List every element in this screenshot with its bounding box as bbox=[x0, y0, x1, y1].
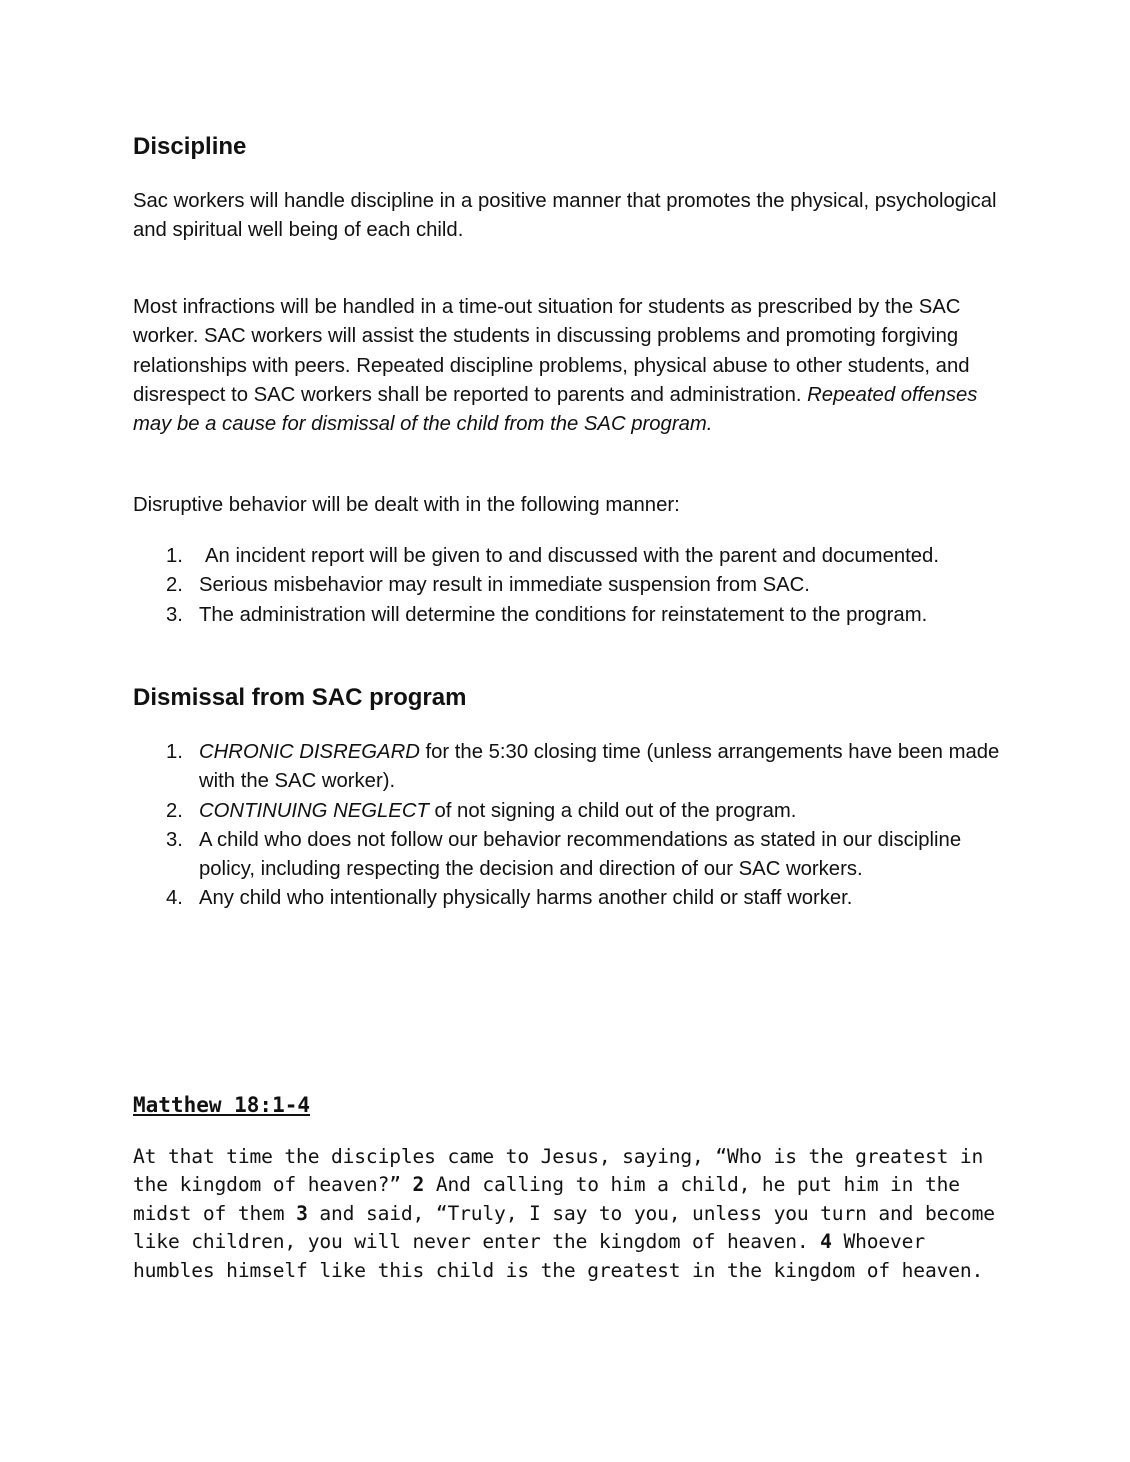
list-item-text: Serious misbehavior may result in immediate suspension from SAC. bbox=[199, 574, 810, 597]
list-number: 1. bbox=[166, 741, 183, 763]
discipline-steps-list bbox=[133, 542, 1013, 630]
list-item-text: for the 5:30 closing time (unless arrangements have been made with the SAC worker). bbox=[199, 741, 1000, 793]
list-number: 3. bbox=[166, 603, 183, 626]
list-number: 2. bbox=[166, 799, 183, 822]
list-number: 4. bbox=[166, 887, 183, 910]
discipline-infractions-paragraph bbox=[133, 293, 1013, 439]
disruptive-behavior-paragraph: Disruptive behavior will be dealt with in the following manner: bbox=[133, 494, 680, 516]
list-item bbox=[133, 542, 1013, 571]
dismissal-heading: Dismissal from SAC program bbox=[133, 684, 467, 711]
list-item-text: An incident report will be given to and discussed with the parent and documented. bbox=[205, 545, 939, 567]
scripture-heading: Matthew 18:1-4 bbox=[133, 1093, 311, 1117]
list-number: 1. bbox=[166, 545, 183, 567]
list-item bbox=[133, 826, 1013, 885]
list-item bbox=[133, 884, 1013, 913]
scripture-text-3: and said, “Truly, I say to you, unless you turn and become like children, you will never enter the kingdom of heaven. bbox=[133, 1201, 995, 1254]
list-number: 2. bbox=[166, 574, 183, 597]
scripture-text-2: And calling to him a child, he put him in the midst of them bbox=[133, 1173, 960, 1225]
list-item-text: Any child who intentionally physically harms another child or staff worker. bbox=[199, 887, 853, 910]
infractions-text: Most infractions will be handled in a time-out situation for students as prescribed by the SAC worker. SAC workers will assist the students in discussing problems and promoting forgiving relationships with peers. Repeated discipline problems, physical abuse to other students, and disrespect to SAC workers shall be reported to parents and administration. bbox=[133, 296, 970, 406]
verse-number: 4 bbox=[820, 1230, 832, 1254]
list-item bbox=[133, 601, 1013, 630]
list-item-emphasis: CONTINUING NEGLECT bbox=[199, 799, 429, 822]
scripture-text-1: At that time the disciples came to Jesus, saying, “Who is the greatest in the kingdom of heaven?” bbox=[133, 1145, 984, 1197]
list-item-text: The administration will determine the conditions for reinstatement to the program. bbox=[199, 603, 928, 626]
list-item bbox=[133, 738, 1013, 797]
discipline-intro-paragraph: Sac workers will handle discipline in a positive manner that promotes the physical, psychological and spiritual well being of each child. bbox=[133, 190, 997, 242]
scripture-passage bbox=[133, 1143, 1013, 1285]
infractions-italic-note: Repeated offenses may be a cause for dismissal of the child from the SAC program. bbox=[133, 383, 978, 436]
scripture-text-4: Whoever humbles himself like this child is the greatest in the kingdom of heaven. bbox=[133, 1230, 984, 1282]
list-item-emphasis: CHRONIC DISREGARD bbox=[199, 741, 420, 763]
dismissal-reasons-list bbox=[133, 738, 1013, 914]
list-item bbox=[133, 797, 1013, 826]
list-number: 3. bbox=[166, 828, 183, 851]
list-item-text: A child who does not follow our behavior recommendations as stated in our discipline policy, including respecting the decision and direction of our SAC workers. bbox=[199, 828, 962, 881]
verse-number: 3 bbox=[296, 1201, 308, 1225]
list-item bbox=[133, 571, 1013, 600]
discipline-heading: Discipline bbox=[133, 133, 247, 160]
list-item-text: of not signing a child out of the program. bbox=[428, 799, 797, 822]
verse-number: 2 bbox=[412, 1173, 425, 1197]
